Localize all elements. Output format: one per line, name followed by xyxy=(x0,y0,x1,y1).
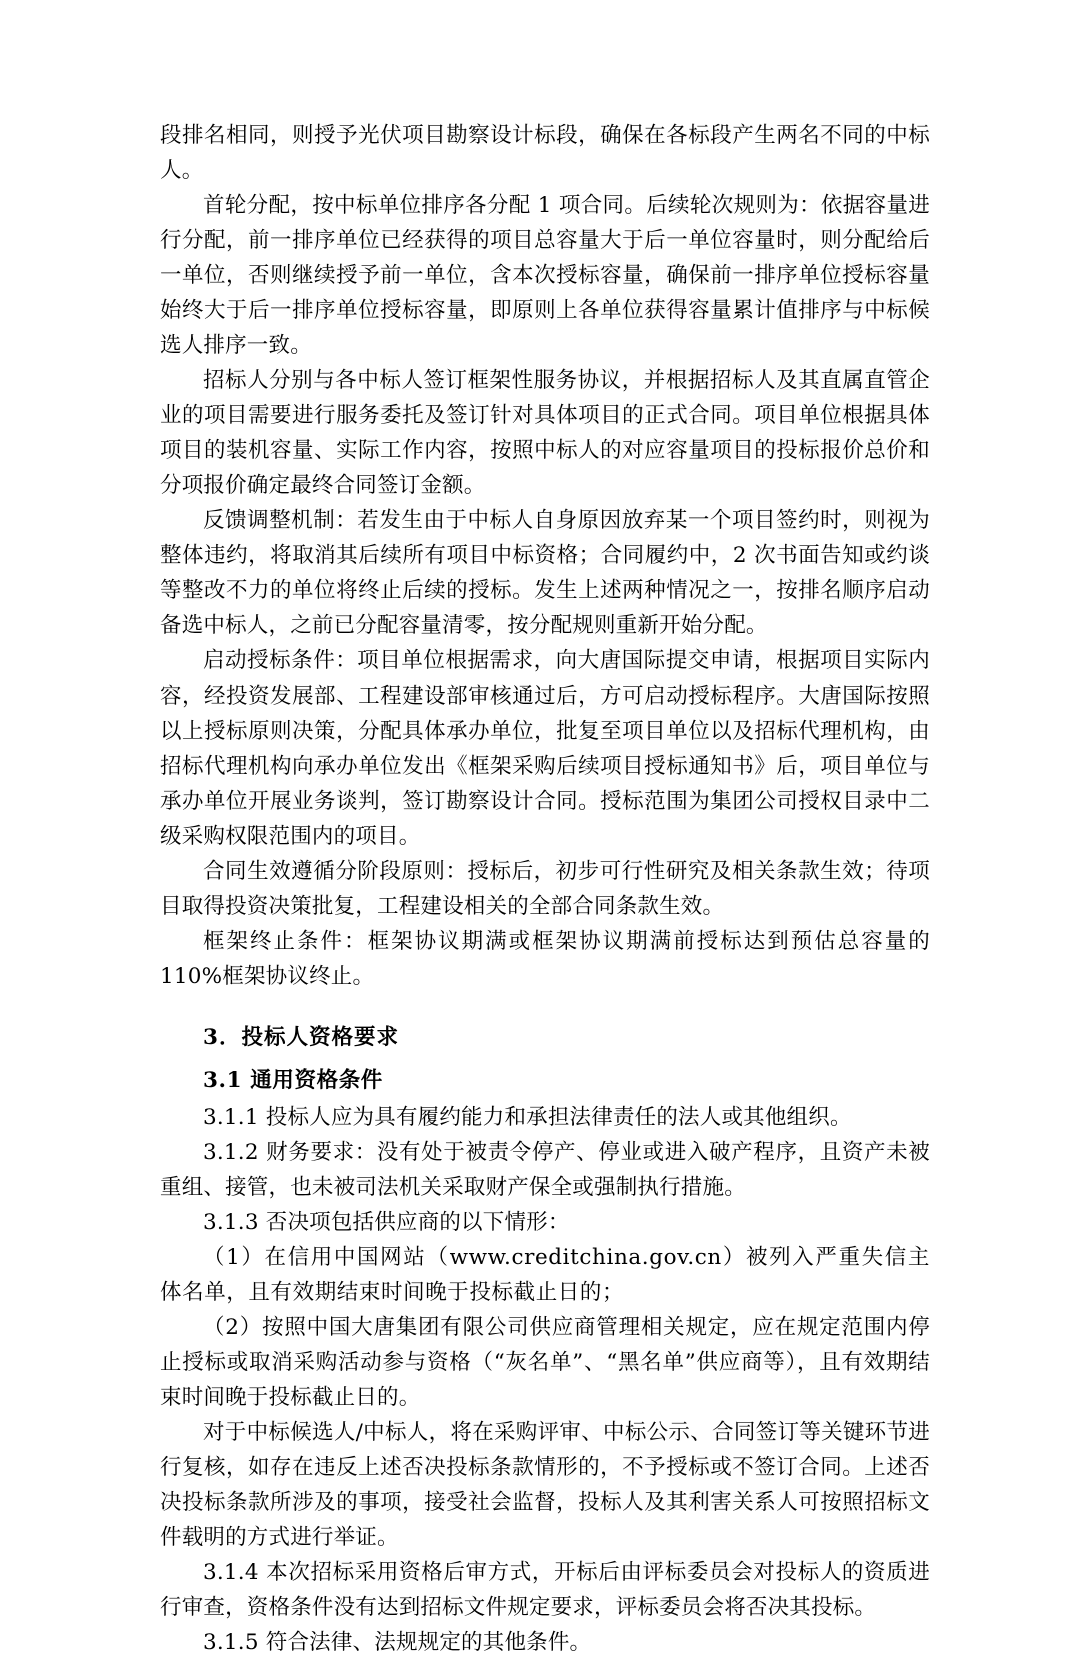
paragraph-3-1-2: 3.1.2 财务要求：没有处于被责令停产、停业或进入破产程序，且资产未被重组、接管，也未被司法机关采取财产保全或强制执行措施。 xyxy=(160,1139,930,1200)
heading-section-3-1: 3.1 通用资格条件 xyxy=(203,1067,383,1093)
paragraph-first-round-allocation: 首轮分配，按中标单位排序各分配 1 项合同。后续轮次规则为：依据容量进行分配，前一排序单位已经获得的项目总容量大于后一单位容量时，则分配给后一单位，否则继续授予前一单位，含本次授标容量，确保前一排序单位授标容量始终大于后一排序单位授标容量，即原则上各单位获得容量累计值排序与中标候选人排序一致。 xyxy=(160,193,930,359)
paragraph-framework-termination: 框架终止条件：框架协议期满或框架协议期满前授标达到预估总容量的110%框架协议终止。 xyxy=(160,928,930,989)
document-body xyxy=(160,118,930,1660)
paragraph-framework-agreement: 招标人分别与各中标人签订框架性服务协议，并根据招标人及其直属直管企业的项目需要进行服务委托及签订针对具体项目的正式合同。项目单位根据具体项目的装机容量、实际工作内容，按照中标人的对应容量项目的投标报价总价和分项报价确定最终合同签订金额。 xyxy=(160,368,930,499)
heading-section-3: 3．投标人资格要求 xyxy=(203,1024,399,1050)
paragraph-contract-effectiveness: 合同生效遵循分阶段原则：授标后，初步可行性研究及相关条款生效；待项目取得投资决策批复，工程建设相关的全部合同条款生效。 xyxy=(160,858,930,919)
paragraph-3-1-4: 3.1.4 本次招标采用资格后审方式，开标后由评标委员会对投标人的资质进行审查，资格条件没有达到招标文件规定要求，评标委员会将否决其投标。 xyxy=(160,1560,930,1621)
paragraph-feedback-mechanism: 反馈调整机制：若发生由于中标人自身原因放弃某一个项目签约时，则视为整体违约，将取消其后续所有项目中标资格；合同履约中，2 次书面告知或约谈等整改不力的单位将终止后续的授标。发生上述两种情况之一，按排名顺序启动备选中标人，之前已分配容量清零，按分配规则重新开始分配。 xyxy=(160,508,930,639)
paragraph-review-of-candidates: 对于中标候选人/中标人，将在采购评审、中标公示、合同签订等关键环节进行复核，如存在违反上述否决投标条款情形的，不予授标或不签订合同。上述否决投标条款所涉及的事项，接受社会监督，投标人及其利害关系人可按照招标文件载明的方式进行举证。 xyxy=(160,1420,930,1551)
paragraph-3-1-1: 3.1.1 投标人应为具有履约能力和承担法律责任的法人或其他组织。 xyxy=(203,1104,852,1130)
paragraph-3-1-3-item-2: （2）按照中国大唐集团有限公司供应商管理相关规定，应在规定范围内停止授标或取消采购活动参与资格（“灰名单”、“黑名单”供应商等），且有效期结束时间晚于投标截止日的。 xyxy=(160,1315,930,1411)
paragraph-award-start-conditions: 启动授标条件：项目单位根据需求，向大唐国际提交申请，根据项目实际内容，经投资发展部、工程建设部审核通过后，方可启动授标程序。大唐国际按照以上授标原则决策，分配具体承办单位，批复至项目单位以及招标代理机构，由招标代理机构向承办单位发出《框架采购后续项目授标通知书》后，项目单位与承办单位开展业务谈判，签订勘察设计合同。授标范围为集团公司授权目录中二级采购权限范围内的项目。 xyxy=(160,648,930,849)
paragraph-3-1-3: 3.1.3 否决项包括供应商的以下情形： xyxy=(203,1209,570,1235)
paragraph-3-1-3-item-1: （1）在信用中国网站（www.creditchina.gov.cn）被列入严重失信主体名单，且有效期结束时间晚于投标截止日的； xyxy=(160,1244,930,1305)
paragraph-3-1-5: 3.1.5 符合法律、法规规定的其他条件。 xyxy=(203,1630,592,1656)
paragraph-continuation: 段排名相同，则授予光伏项目勘察设计标段，确保在各标段产生两名不同的中标人。 xyxy=(160,123,930,184)
